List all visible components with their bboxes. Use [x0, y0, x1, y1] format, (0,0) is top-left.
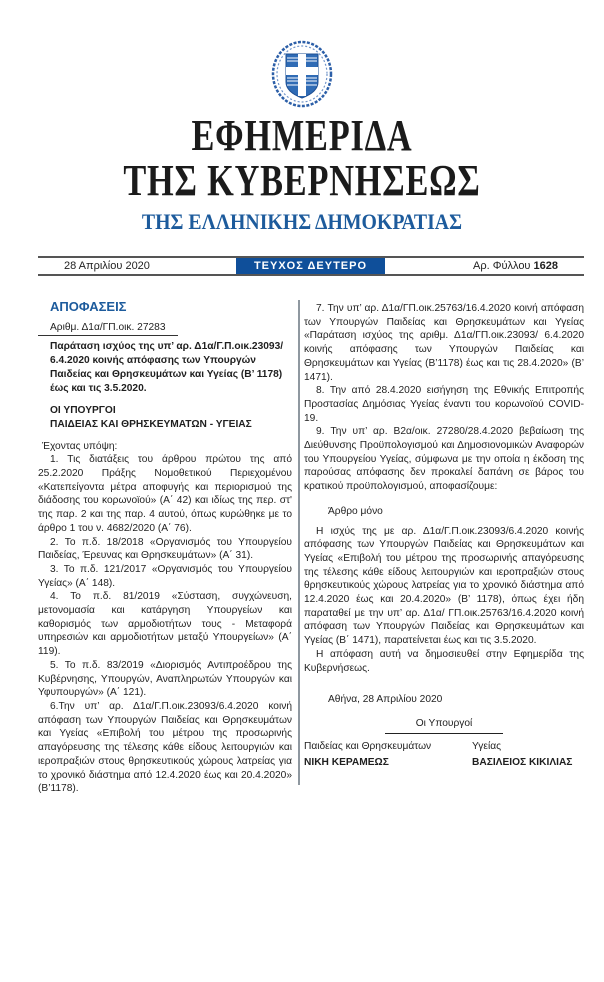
- signatory-name: ΝΙΚΗ ΚΕΡΑΜΕΩΣ: [304, 757, 389, 769]
- considering-label: Έχοντας υπόψη:: [42, 440, 118, 452]
- recital-item: 5. Το π.δ. 83/2019 «Διορισμός Αντιπροέδρου της Κυβέρνησης, Υπουργών, Αναπληρωτών Υπουργών και Υφυπουργών» (Α΄ 121).: [38, 659, 292, 699]
- article-title: Άρθρο μόνο: [328, 505, 383, 517]
- recital-item: 8. Την από 28.4.2020 εισήγηση της Εθνικής Επιτροπής Προστασίας Δημόσιας Υγείας έναντι του κορωνοϊού COVID-19.: [304, 385, 584, 424]
- coat-of-arms-icon: [270, 38, 334, 110]
- signature-block: [304, 740, 454, 770]
- greek-coat-of-arms-emblem: [270, 38, 334, 110]
- issuing-ministers-line1: ΟΙ ΥΠΟΥΡΓΟΙ: [50, 405, 116, 417]
- section-title: ΑΠΟΦΑΣΕΙΣ: [50, 299, 127, 314]
- issuing-ministers: [50, 404, 292, 431]
- decision-number-rule: [38, 335, 178, 336]
- place-date: Αθήνα, 28 Απριλίου 2020: [328, 694, 443, 706]
- signatory-ministry: Υγείας: [472, 740, 502, 752]
- right-column: [304, 302, 584, 770]
- issue-date: 28 Απριλίου 2020: [64, 260, 150, 272]
- header-bottom-rule: [38, 274, 584, 276]
- recital-item: 3. Το π.δ. 121/2017 «Οργανισμός του Υπουργείου Υγείας» (Α΄ 148).: [38, 563, 292, 589]
- gazette-title-line2: ΤΗΣ ΚΥΒΕΡΝΗΣΕΩΣ: [123, 156, 481, 205]
- article-text: Η ισχύς της με αρ. Δ1α/Γ.Π.οικ.23093/6.4.2020 κοινής απόφασης των Υπουργών Παιδείας και Θρησκευμάτων και Υγείας «Επιβολή του μέτρου της προσωρινής απαγόρευσης της τέλεσης κάθε είδους λειτουργιών και ιεροπραξιών στους θρησκευτικούς χώρους λατρείας για το χρονικό διάστημα από 12.4.2020 έως και 20.4.2020» (Β’ 1178), όπως έχει ήδη παραταθεί με την υπ’ αρ. Δ1α/ ΓΠ.οικ.25763/16.4.2020 κοινή απόφαση των Υπουργών Παιδείας και Θρησκευμάτων και Υγείας (Β΄ 1471), παρατείνεται έως και τις 3.5.2020.: [304, 525, 584, 647]
- issue-series-badge: ΤΕΥΧΟΣ ΔΕΥΤΕΡΟ: [236, 258, 385, 275]
- signatory-name: ΒΑΣΙΛΕΙΟΣ ΚΙΚΙΛΙΑΣ: [472, 757, 573, 769]
- sheet-number: [473, 260, 558, 272]
- ministers-label: Οι Υπουργοί: [385, 717, 503, 734]
- signatory-ministry: Παιδείας και Θρησκευμάτων: [304, 740, 432, 752]
- recital-item: 6.Την υπ’ αρ. Δ1α/Γ.Π.οικ.23093/6.4.2020 κοινή απόφαση των Υπουργών Παιδείας και Θρησκευμάτων και Υγείας «Επιβολή του μέτρου της προσωρινής απαγόρευσης της τέλεσης κάθε είδους λειτουργιών και ιεροπραξιών στους θρησκευτικούς χώρους λατρείας για το χρονικό διάστημα από 12.4.2020 έως και 20.4.2020» (Β’1178).: [38, 700, 292, 795]
- sheet-number-value: 1628: [533, 260, 558, 272]
- signature-block: [472, 740, 584, 770]
- column-divider: [298, 300, 300, 785]
- issuing-ministers-line2: ΠΑΙΔΕΙΑΣ ΚΑΙ ΘΡΗΣΚΕΥΜΑΤΩΝ - ΥΓΕΙΑΣ: [50, 418, 252, 430]
- sheet-number-label: Αρ. Φύλλου: [472, 260, 531, 272]
- left-column: [38, 300, 292, 796]
- recital-item: 7. Την υπ’ αρ. Δ1α/ΓΠ.οικ.25763/16.4.2020 κοινή απόφαση των Υπουργών Παιδείας και Θρησκευμάτων και Υγείας «Παράταση ισχύος της αριθμ. Δ1α/ΓΠ.οικ.23093/ 6.4.2020 κοινής απόφασης των Υπουργών Παιδείας και Θρησκευμάτων και Υγείας (Β’1178) έως και τις 28.4.2020» (Β’ 1471).: [304, 303, 584, 383]
- decision-title: Παράταση ισχύος της υπ’ αρ. Δ1α/Γ.Π.οικ.23093/ 6.4.2020 κοινής απόφασης των Υπουργών Παιδείας και Θρησκευμάτων και Υγείας (Β’ 1178) έως και τις 3.5.2020.: [50, 341, 284, 394]
- gazette-subtitle: ΤΗΣ ΕΛΛΗΝΙΚΗΣ ΔΗΜΟΚΡΑΤΙΑΣ: [141, 209, 463, 234]
- recital-item: 9. Την υπ’ αρ. Β2α/οικ. 27280/28.4.2020 βεβαίωση της Διεύθυνσης Προϋπολογισμού και Δημοσιονομικών Αναφορών του Υπουργείου Υγείας, σύμφωνα με την οποία η έκδοση της παρούσας απόφασης δεν προκαλεί δαπάνη σε βάρος του κρατικού προϋπολογισμού, αποφασίζουμε:: [304, 426, 584, 493]
- recital-item: 2. Το π.δ. 18/2018 «Οργανισμός του Υπουργείου Παιδείας, Έρευνας και Θρησκευμάτων» (Α΄ 31).: [38, 536, 292, 562]
- recital-item: 1. Τις διατάξεις του άρθρου πρώτου της από 25.2.2020 Πράξης Νομοθετικού Περιεχομένου «Κατεπείγοντα μέτρα αποφυγής και περιορισμού της διάδοσης του κορωνοϊού» (Α΄ 42) και ιδίως της περ. στ' της παρ. 2 και της παρ. 4 αυτού, όπως κυρώθηκε με το άρθρο 1 του ν. 4682/2020 (Α΄ 76).: [38, 454, 292, 534]
- recital-item: 4. Το π.δ. 81/2019 «Σύσταση, συγχώνευση, μετονομασία και κατάργηση Υπουργείων και καθορισμός των αρμοδιοτήτων τους - Μεταφορά υπηρεσιών και αρμοδιοτήτων μεταξύ Υπουργείων» (Α΄ 119).: [38, 591, 292, 658]
- decision-number: Αριθμ. Δ1α/ΓΠ.οικ. 27283: [50, 321, 166, 333]
- signatures: [304, 740, 584, 770]
- publication-order: Η απόφαση αυτή να δημοσιευθεί στην Εφημερίδα της Κυβερνήσεως.: [304, 648, 584, 674]
- gazette-title-line1: ΕΦΗΜΕΡΙΔΑ: [191, 111, 413, 160]
